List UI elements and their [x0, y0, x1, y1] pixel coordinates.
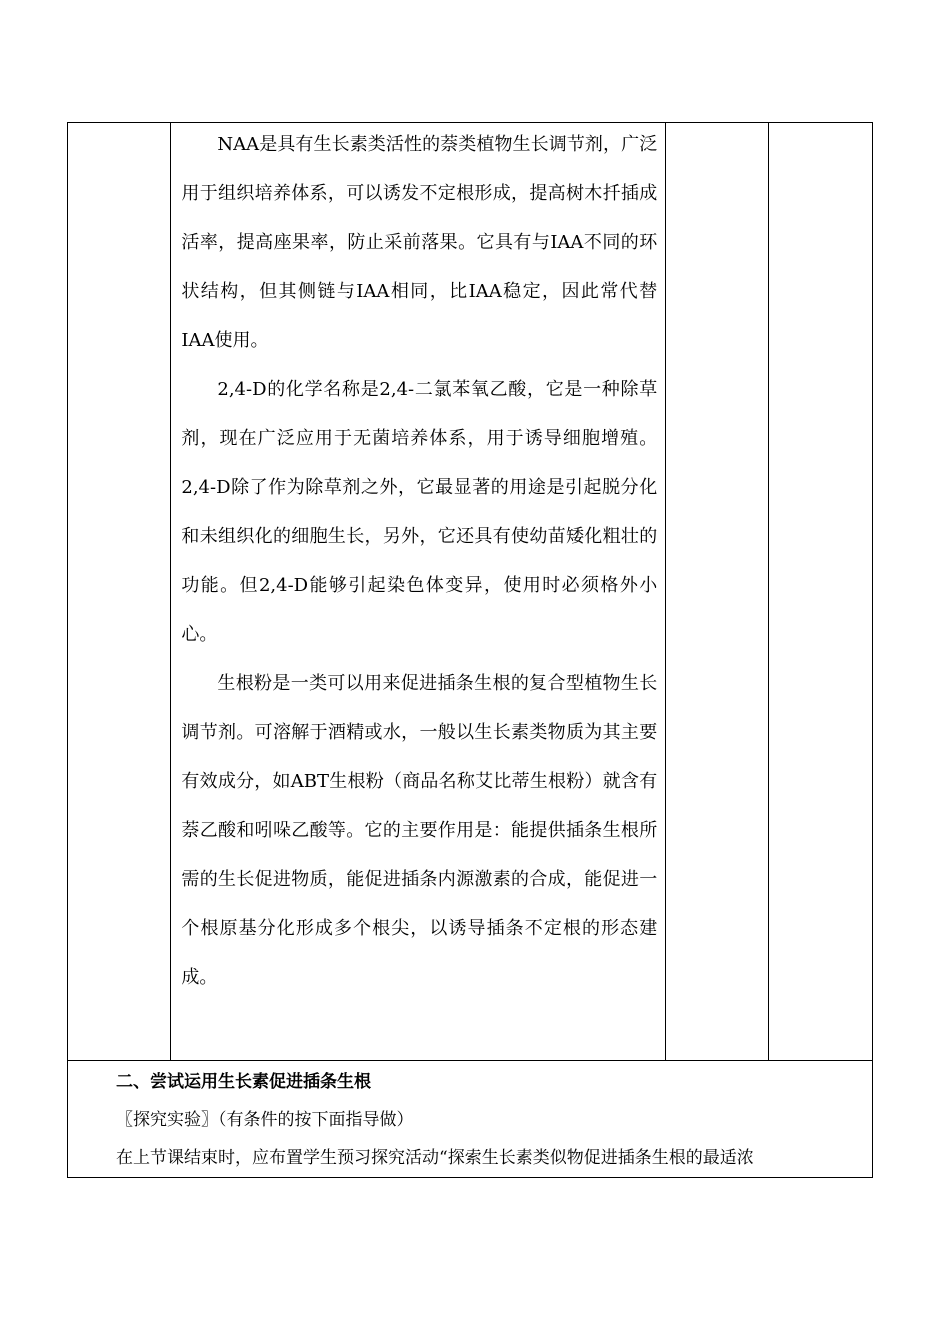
section-heading: 二、尝试运用生长素促进插条生根: [116, 1072, 371, 1092]
table-row: [68, 123, 873, 1061]
section-cell: [68, 1061, 873, 1178]
right-empty-cell-1: [666, 123, 768, 1061]
paragraph-naa: NAA是具有生长素类活性的萘类植物生长调节剂，广泛用于组织培养体系，可以诱发不定根形成，提高树木扦插成活率，提高座果率，防止采前落果。它具有与IAA不同的环状结构，但其侧链与IAA相同，比IAA稳定，因此常代替IAA使用。: [181, 134, 658, 351]
document-table: [67, 122, 873, 1178]
left-empty-cell: [68, 123, 171, 1061]
experiment-line: 〖探究实验〗（有条件的按下面指导做）: [116, 1110, 414, 1130]
table-row: [68, 1061, 873, 1178]
paragraph-24d: 2,4-D的化学名称是2,4-二氯苯氧乙酸，它是一种除草剂，现在广泛应用于无菌培养体系，用于诱导细胞增殖。2,4-D除了作为除草剂之外，它最显著的用途是引起脱分化和未组织化的细胞生长，另外，它还具有使幼苗矮化粗壮的功能。但2,4-D能够引起染色体变异，使用时必须格外小心。: [181, 379, 658, 645]
paragraph-rooting-powder: 生根粉是一类可以用来促进插条生根的复合型植物生长调节剂。可溶解于酒精或水，一般以生长素类物质为其主要有效成分，如ABT生根粉（商品名称艾比蒂生根粉）就含有萘乙酸和吲哚乙酸等。它的主要作用是：能提供插条生根所需的生长促进物质，能促进插条内源激素的合成，能促进一个根原基分化形成多个根尖，以诱导插条不定根的形态建成。: [181, 673, 658, 988]
instruction-line: 在上节课结束时，应布置学生预习探究活动“探索生长素类似物促进插条生根的最适浓: [116, 1148, 754, 1168]
content-cell: [171, 123, 666, 1061]
right-empty-cell-2: [768, 123, 872, 1061]
